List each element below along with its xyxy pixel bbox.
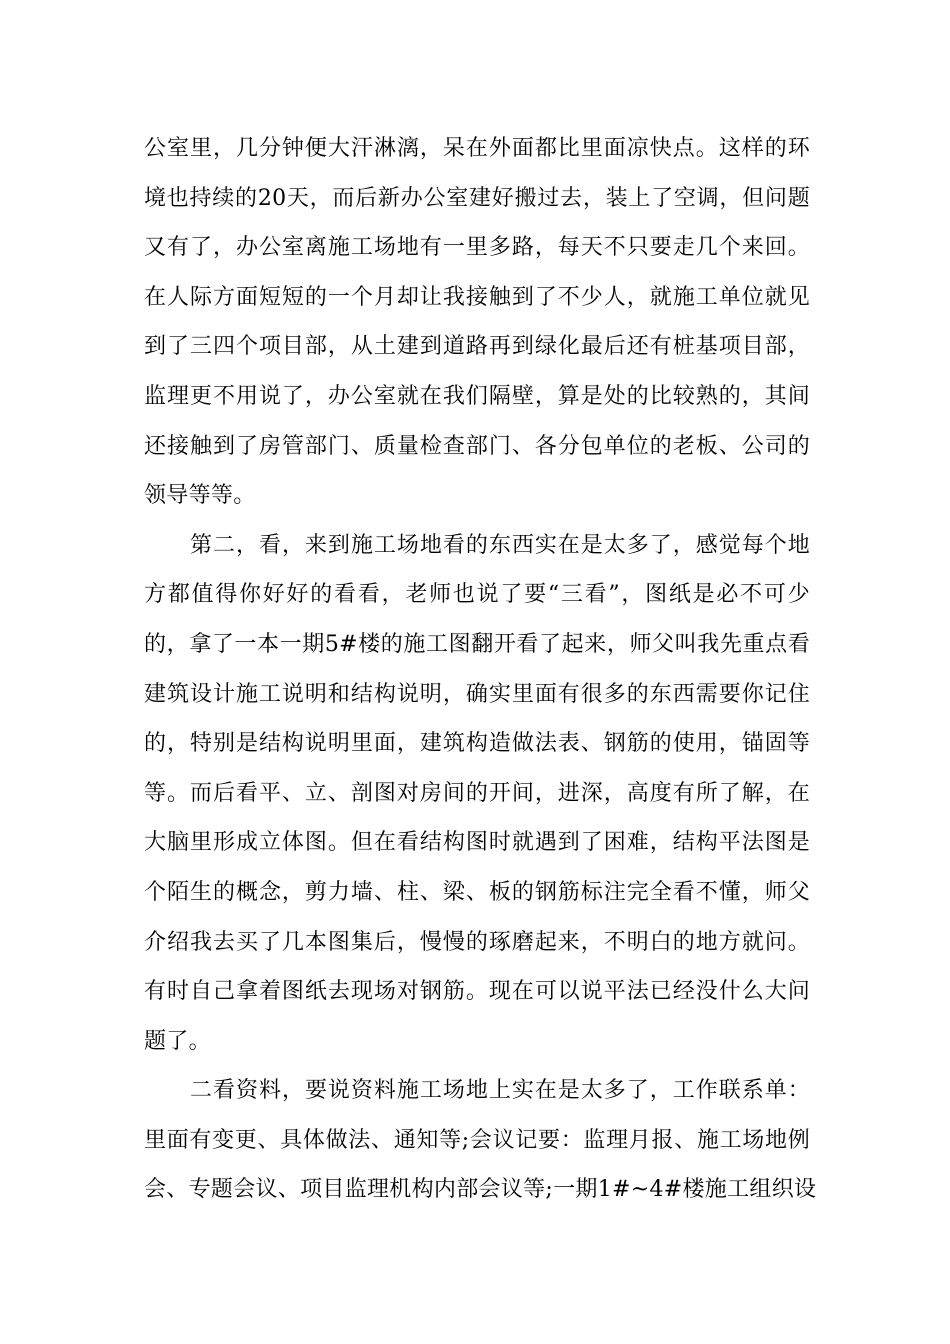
text-line: 在人际方面短短的一个月却让我接触到了不少人，就施工单位就见 [144, 284, 810, 310]
text-line: 会、专题会议、项目监理机构内部会议等;一期1#~4#楼施工组织设 [144, 1177, 817, 1203]
text-line: 大脑里形成立体图。但在看结构图时就遇到了困难，结构平法图是 [144, 830, 810, 856]
text-line: 等。而后看平、立、剖图对房间的开间，进深，高度有所了解，在 [144, 780, 810, 806]
text-line: 还接触到了房管部门、质量检查部门、各分包单位的老板、公司的 [144, 433, 810, 459]
text-line: 有时自己拿着图纸去现场对钢筋。现在可以说平法已经没什么大问 [144, 979, 810, 1005]
text-line: 的，拿了一本一期5#楼的施工图翻开看了起来，师父叫我先重点看 [144, 631, 810, 657]
document-body [144, 124, 817, 1215]
text-line: 题了。 [144, 1028, 211, 1054]
text-line: 又有了，办公室离施工场地有一里多路，每天不只要走几个来回。 [144, 235, 810, 261]
text-line: 个陌生的概念，剪力墙、柱、梁、板的钢筋标注完全看不懂，师父 [144, 879, 810, 905]
text-line: 领导等等。 [144, 483, 256, 509]
text-line: 到了三四个项目部，从土建到道路再到绿化最后还有桩基项目部， [144, 334, 810, 360]
text-line: 的，特别是结构说明里面，建筑构造做法表、钢筋的使用，锚固等 [144, 731, 810, 757]
text-line: 里面有变更、具体做法、通知等;会议记要：监理月报、施工场地例 [144, 1127, 810, 1153]
text-line: 方都值得你好好的看看，老师也说了要“三看”，图纸是必不可少 [144, 582, 810, 608]
text-line: 公室里，几分钟便大汗淋漓，呆在外面都比里面凉快点。这样的环 [144, 136, 810, 161]
text-line: 境也持续的20天，而后新办公室建好搬过去，装上了空调，但问题 [144, 185, 810, 211]
text-line: 建筑设计施工说明和结构说明，确实里面有很多的东西需要你记住 [144, 681, 810, 707]
text-line: 监理更不用说了，办公室就在我们隔壁，算是处的比较熟的，其间 [144, 383, 810, 409]
text-line: 二看资料，要说资料施工场地上实在是太多了，工作联系单： [190, 1078, 810, 1104]
text-line: 第二，看，来到施工场地看的东西实在是太多了，感觉每个地 [190, 532, 810, 558]
text-line: 介绍我去买了几本图集后，慢慢的琢磨起来，不明白的地方就问。 [144, 929, 810, 955]
